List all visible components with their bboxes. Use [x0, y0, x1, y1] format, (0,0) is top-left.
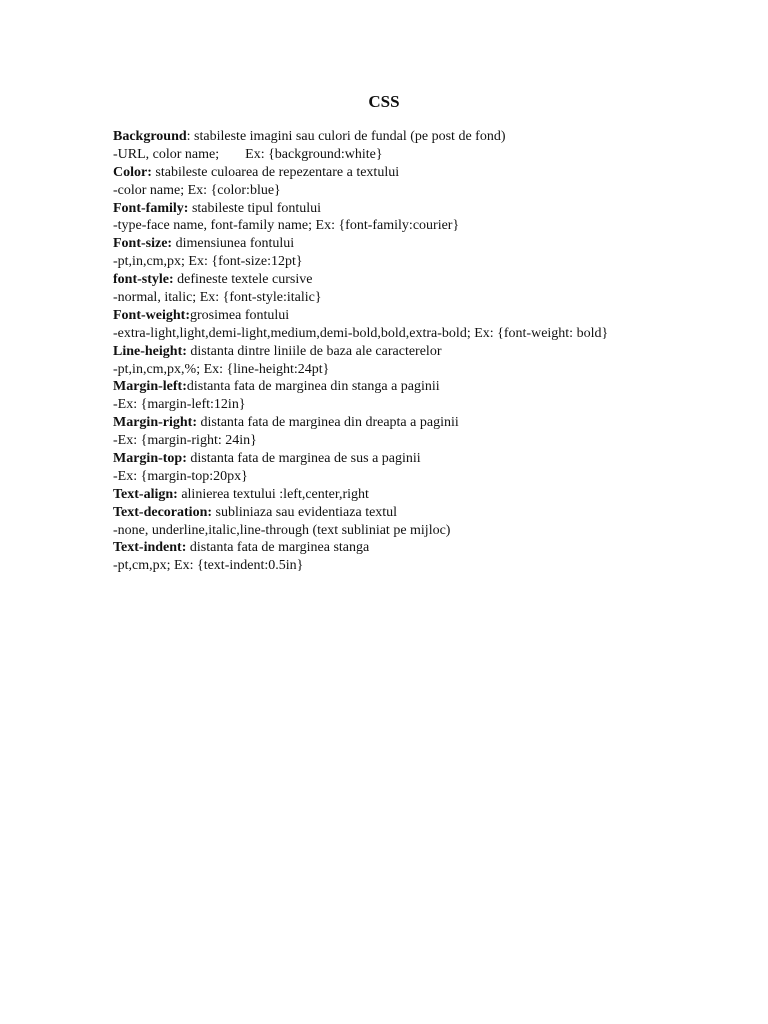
entry-margin-top-line: [113, 450, 753, 468]
detail-font-family-line: -type-face name, font-family name; Ex: {font-family:courier}: [113, 218, 460, 234]
entry-font-weight-line: [113, 307, 753, 325]
detail-margin-top-line: -Ex: {margin-top:20px}: [113, 468, 248, 484]
property-list: [113, 128, 753, 575]
term-margin-top: Margin-top:: [113, 451, 187, 467]
definition-margin-left: distanta fata de marginea din stanga a paginii: [186, 379, 440, 395]
term-background: Background: [113, 129, 187, 144]
page-title: CSS: [368, 92, 400, 111]
entry-font-family-line: [113, 200, 753, 218]
detail-font-style-line: -normal, italic; Ex: {font-style:italic}: [113, 290, 322, 306]
detail-background-example: Ex: {background:white}: [245, 146, 383, 162]
detail-background-values: -URL, color name;: [113, 146, 220, 162]
entry-line-height-line: [113, 343, 753, 361]
definition-font-family: stabileste tipul fontului: [188, 200, 322, 216]
entry-margin-left-line: [113, 378, 753, 396]
definition-font-weight: grosimea fontului: [190, 307, 290, 323]
detail-line-height-line: -pt,in,cm,px,%; Ex: {line-height:24pt}: [113, 361, 330, 377]
term-font-size: Font-size:: [113, 236, 173, 252]
entry-text-align-line: [113, 486, 753, 504]
term-font-family: Font-family:: [113, 200, 189, 216]
detail-margin-right-line: -Ex: {margin-right: 24in}: [113, 433, 257, 449]
entry-background-line: [113, 128, 753, 146]
detail-margin-left-line: -Ex: {margin-left:12in}: [113, 397, 246, 413]
definition-margin-top: distanta fata de marginea de sus a paginii: [186, 451, 421, 467]
entry-text-decoration-line: [113, 504, 753, 522]
detail-text-indent-line: -pt,cm,px; Ex: {text-indent:0.5in}: [113, 558, 304, 574]
definition-text-decoration: subliniaza sau evidentiaza textul: [212, 504, 398, 520]
term-font-weight: Font-weight:: [113, 307, 190, 323]
entry-margin-right-line: [113, 414, 753, 432]
term-margin-left: Margin-left:: [113, 379, 187, 395]
term-line-height: Line-height:: [113, 343, 187, 359]
term-text-indent: Text-indent:: [113, 540, 187, 556]
entry-font-style-line: [113, 271, 753, 289]
definition-color: stabileste culoarea de repezentare a textului: [151, 164, 400, 180]
detail-background-line: [113, 146, 753, 164]
term-text-decoration: Text-decoration:: [113, 504, 213, 520]
term-color: Color:: [113, 164, 152, 180]
definition-font-size: dimensiunea fontului: [172, 236, 295, 252]
definition-text-indent: distanta fata de marginea stanga: [186, 540, 370, 556]
definition-line-height: distanta dintre liniile de baza ale caracterelor: [186, 343, 442, 359]
term-font-style: font-style:: [113, 272, 174, 288]
detail-color-line: -color name; Ex: {color:blue}: [113, 182, 281, 198]
detail-font-weight-line: -extra-light,light,demi-light,medium,demi-bold,bold,extra-bold; Ex: {font-weight: bold}: [113, 325, 609, 341]
definition-text-align: alinierea textului :left,center,right: [177, 486, 369, 502]
definition-margin-right: distanta fata de marginea din dreapta a paginii: [196, 415, 459, 431]
definition-font-style: defineste textele cursive: [173, 272, 313, 288]
detail-text-decoration-line: -none, underline,italic,line-through (text subliniat pe mijloc): [113, 522, 451, 538]
term-margin-right: Margin-right:: [113, 415, 197, 431]
entry-text-indent-line: [113, 539, 753, 557]
entry-font-size-line: [113, 235, 753, 253]
term-text-align: Text-align:: [113, 486, 178, 502]
entry-color-line: [113, 164, 753, 182]
definition-background: : stabileste imagini sau culori de fundal (pe post de fond): [186, 129, 506, 144]
detail-font-size-line: -pt,in,cm,px; Ex: {font-size:12pt}: [113, 254, 303, 270]
